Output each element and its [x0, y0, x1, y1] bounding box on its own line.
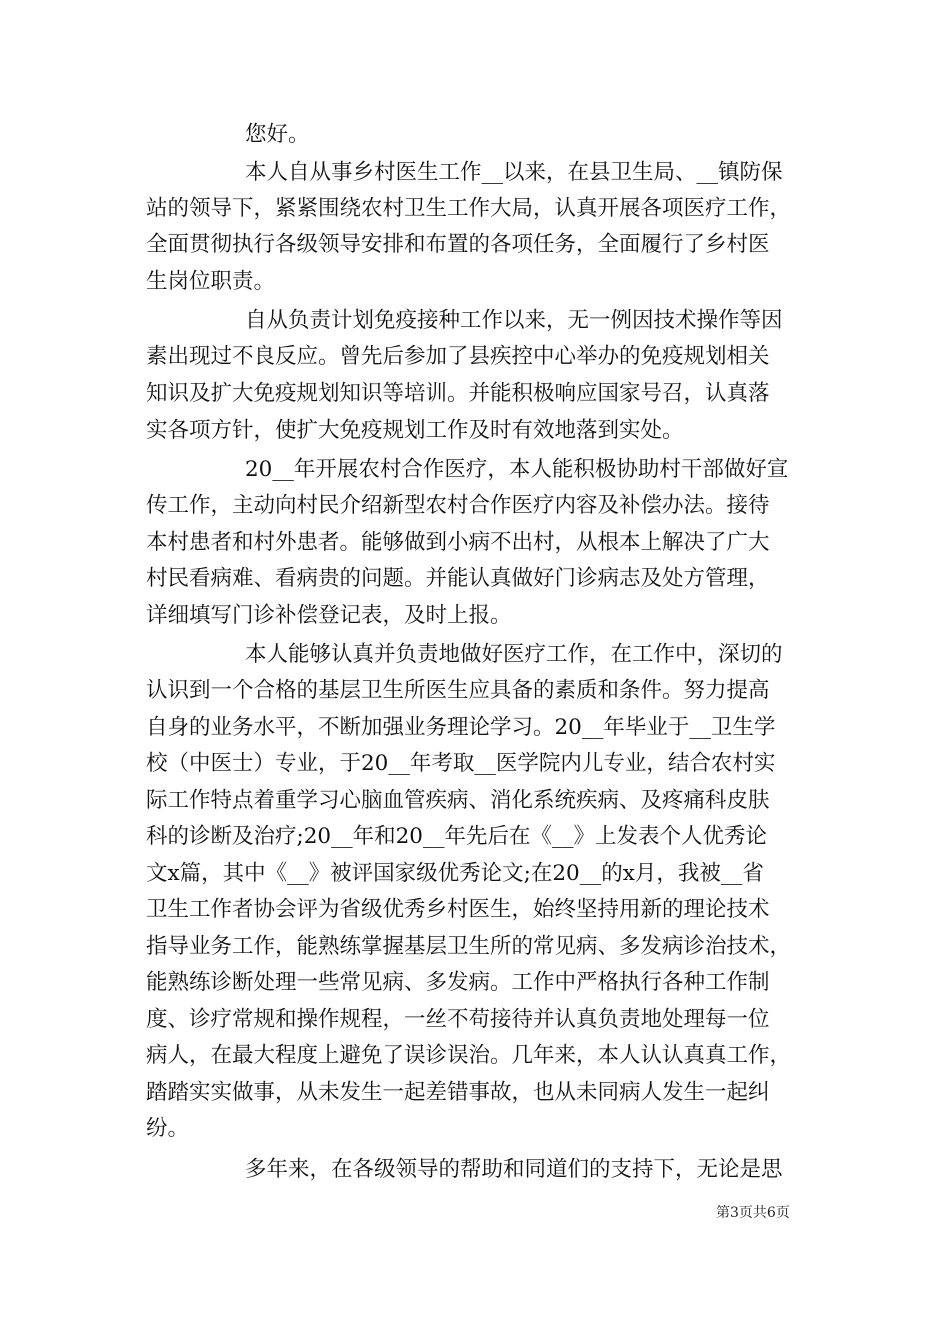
paragraph-4-line-12: 病人，在最大程度上避免了误诊误治。几年来，本人认认真真工作， [146, 1043, 792, 1068]
paragraph-3-line-2: 传工作，主动向村民介绍新型农村合作医疗内容及补偿办法。接待 [146, 493, 770, 518]
paragraph-4-line-14: 纷。 [146, 1116, 190, 1141]
paragraph-1-line-3: 全面贯彻执行各级领导安排和布置的各项任务，全面履行了乡村医 [146, 232, 770, 257]
paragraph-5-line-1: 多年来，在各级领导的帮助和同道们的支持下，无论是思 [245, 1157, 783, 1182]
paragraph-3-line-5: 详细填写门诊补偿登记表，及时上报。 [146, 603, 512, 628]
paragraph-1-line-1: 本人自从事乡村医生工作__以来，在县卫生局、__镇防保 [245, 160, 783, 185]
greeting-line: 您好。 [245, 122, 310, 147]
paragraph-2-line-2: 素出现过不良反应。曾先后参加了县疾控中心举办的免疫规划相关 [146, 344, 770, 369]
paragraph-4-line-1: 本人能够认真并负责地做好医疗工作，在工作中，深切的 [245, 642, 783, 667]
paragraph-2-line-3: 知识及扩大免疫规划知识等培训。并能积极响应国家号召，认真落 [146, 381, 770, 406]
paragraph-4-line-3: 自身的业务水平，不断加强业务理论学习。20__年毕业于__卫生学 [146, 715, 776, 740]
paragraph-4-line-5: 际工作特点着重学习心脑血管疾病、消化系统疾病、及疼痛科皮肤 [146, 788, 770, 813]
paragraph-3-line-3: 本村患者和村外患者。能够做到小病不出村，从根本上解决了广大 [146, 530, 770, 555]
paragraph-2-line-1: 自从负责计划免疫接种工作以来，无一例因技术操作等因 [245, 308, 783, 333]
paragraph-4-line-2: 认识到一个合格的基层卫生所医生应具备的素质和条件。努力提高 [146, 678, 770, 703]
paragraph-4-line-7: 文x篇，其中《__》被评国家级优秀论文;在20__的x月，我被__省 [146, 861, 764, 886]
paragraph-4-line-10: 能熟练诊断处理一些常见病、多发病。工作中严格执行各种工作制 [146, 970, 770, 995]
paragraph-3-line-1: 20__年开展农村合作医疗，本人能积极协助村干部做好宣 [245, 457, 789, 482]
paragraph-4-line-13: 踏踏实实做事，从未发生一起差错事故，也从未同病人发生一起纠 [146, 1080, 770, 1105]
paragraph-1-line-2: 站的领导下，紧紧围绕农村卫生工作大局，认真开展各项医疗工作， [146, 196, 792, 221]
paragraph-4-line-9: 指导业务工作，能熟练掌握基层卫生所的常见病、多发病诊治技术， [146, 934, 792, 959]
paragraph-4-line-11: 度、诊疗常规和操作规程，一丝不苟接待并认真负责地处理每一位 [146, 1007, 770, 1032]
page-number-footer: 第3页共6页 [716, 1205, 790, 1221]
paragraph-4-line-6: 科的诊断及治疗;20__年和20__年先后在《__》上发表个人优秀论 [146, 824, 767, 849]
paragraph-4-line-8: 卫生工作者协会评为省级优秀乡村医生，始终坚持用新的理论技术 [146, 897, 770, 922]
paragraph-1-line-4: 生岗位职责。 [146, 269, 276, 294]
paragraph-4-line-4: 校（中医士）专业，于20__年考取__医学院内儿专业，结合农村实 [146, 751, 776, 776]
paragraph-2-line-4: 实各项方针，使扩大免疫规划工作及时有效地落到实处。 [146, 418, 684, 443]
paragraph-3-line-4: 村民看病难、看病贵的问题。并能认真做好门诊病志及处方管理， [146, 566, 770, 591]
